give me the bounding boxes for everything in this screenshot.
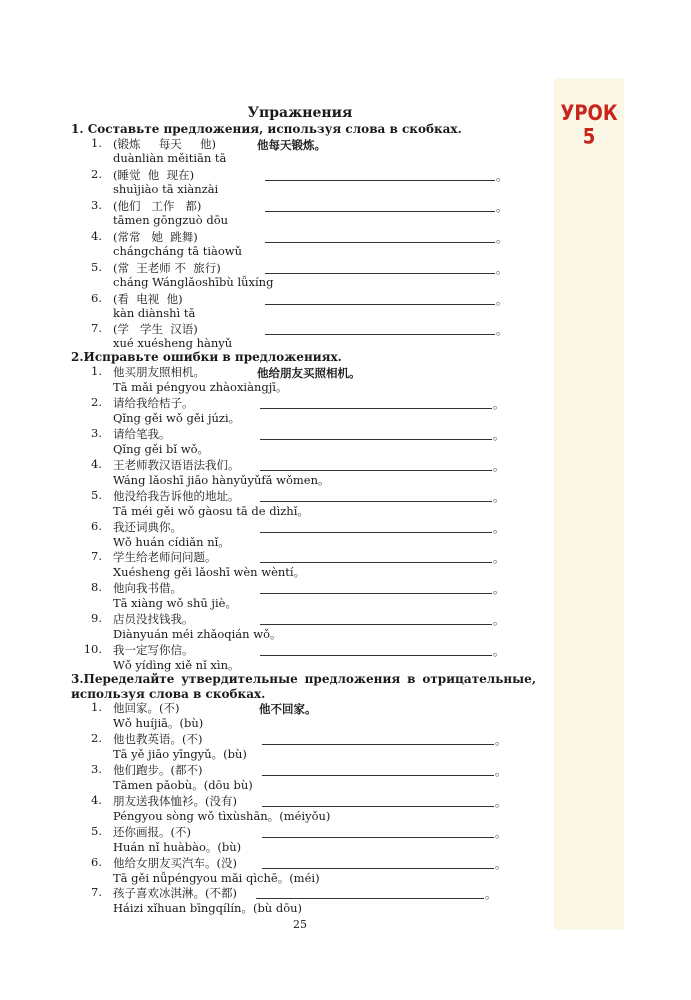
answer-blank-line[interactable] (260, 532, 492, 533)
item-number: 1. (91, 700, 102, 714)
exercise-item (0, 885, 540, 915)
item-number: 3. (91, 762, 102, 776)
item-chinese: 他买朋友照相机。 (113, 365, 205, 379)
item-chinese: 请给我给桔子。 (113, 396, 194, 410)
answer-blank-line[interactable] (265, 304, 495, 305)
exercise-item (0, 426, 540, 456)
item-number: 6. (91, 855, 102, 869)
full-stop-mark: 。 (495, 764, 507, 778)
full-stop-mark: 。 (496, 262, 508, 276)
item-chinese: (睡觉 他 现在) (113, 168, 195, 182)
item-number: 10. (83, 642, 102, 656)
item-number: 8. (91, 580, 102, 594)
item-pinyin: chángcháng tā tiàowǔ (113, 244, 243, 258)
lesson-word: УРОК (560, 101, 618, 126)
full-stop-mark: 。 (495, 795, 507, 809)
item-chinese: (他们 工作 都) (113, 199, 202, 213)
item-number: 5. (91, 260, 102, 274)
full-stop-mark: 。 (493, 613, 505, 627)
item-chinese: 朋友送我体恤衫。(没有) (113, 794, 237, 808)
exercise-item (0, 642, 540, 672)
exercise-item (0, 457, 540, 487)
item-pinyin: Tā xiàng wǒ shū jiè。 (113, 596, 237, 610)
full-stop-mark: 。 (495, 733, 507, 747)
item-chinese: 他向我书借。 (113, 581, 182, 595)
exercise-item (0, 549, 540, 579)
item-chinese: 学生给老师问问题。 (113, 550, 217, 564)
item-pinyin: Xuésheng gěi lǎoshī wèn wèntí。 (113, 565, 306, 579)
item-number: 4. (91, 457, 102, 471)
full-stop-mark: 。 (496, 169, 508, 183)
answer-blank-line[interactable] (260, 562, 492, 563)
item-answer: 他每天锻炼。 (257, 138, 326, 152)
item-pinyin: Háizi xǐhuan bīngqílín。(bù dōu) (113, 901, 303, 915)
answer-blank-line[interactable] (260, 408, 492, 409)
item-pinyin: duànliàn měitiān tā (113, 151, 227, 165)
full-stop-mark: 。 (493, 490, 505, 504)
exercise-item (0, 291, 540, 321)
item-pinyin: xué xuésheng hànyǔ (113, 336, 233, 350)
exercise-item (0, 229, 540, 259)
answer-blank-line[interactable] (260, 593, 492, 594)
item-number: 9. (91, 611, 102, 625)
item-pinyin: Tāmen pǎobù。(dōu bù) (113, 778, 253, 792)
item-chinese: 我一定写你信。 (113, 643, 194, 657)
exercise-item (0, 167, 540, 197)
answer-blank-line[interactable] (265, 334, 495, 335)
item-number: 1. (91, 364, 102, 378)
item-pinyin: Wǒ huíjiā。(bù) (113, 716, 204, 730)
exercise-item (0, 488, 540, 518)
item-number: 4. (91, 793, 102, 807)
answer-blank-line[interactable] (265, 180, 495, 181)
answer-blank-line[interactable] (262, 868, 494, 869)
answer-blank-line[interactable] (265, 211, 495, 212)
item-number: 7. (91, 549, 102, 563)
full-stop-mark: 。 (493, 428, 505, 442)
answer-blank-line[interactable] (262, 837, 494, 838)
answer-blank-line[interactable] (260, 624, 492, 625)
item-pinyin: Qǐng gěi bǐ wǒ。 (113, 442, 209, 456)
exercise-item (0, 321, 540, 351)
exercise-item (0, 260, 540, 290)
item-chinese: 我还词典你。 (113, 520, 182, 534)
section-3-heading-line2: используя слова в скобках. (71, 687, 266, 701)
page-title: Упражнения (247, 105, 353, 121)
exercise-item (0, 198, 540, 228)
full-stop-mark: 。 (493, 397, 505, 411)
section-3-heading (71, 672, 536, 702)
full-stop-mark: 。 (485, 887, 497, 901)
exercise-item (0, 364, 540, 394)
item-number: 7. (91, 321, 102, 335)
full-stop-mark: 。 (493, 459, 505, 473)
full-stop-mark: 。 (495, 826, 507, 840)
answer-blank-line[interactable] (262, 775, 494, 776)
item-pinyin: shuìjiào tā xiànzài (113, 182, 219, 196)
item-pinyin: Wǒ yídìng xiě nǐ xìn。 (113, 658, 240, 672)
item-pinyin: Tā méi gěi wǒ gàosu tā de dìzhǐ。 (113, 504, 309, 518)
item-number: 2. (91, 731, 102, 745)
item-answer: 他不回家。 (259, 702, 317, 716)
item-number: 5. (91, 824, 102, 838)
item-pinyin: Tā yě jiāo yīngyǔ。(bù) (113, 747, 247, 761)
item-pinyin: Tā mǎi péngyou zhàoxiàngjī。 (113, 380, 288, 394)
item-pinyin: Qǐng gěi wǒ gěi júzi。 (113, 411, 241, 425)
answer-blank-line[interactable] (265, 242, 495, 243)
exercise-item (0, 136, 540, 166)
item-chinese: 他给女朋友买汽车。(没) (113, 856, 237, 870)
item-number: 6. (91, 519, 102, 533)
exercise-item (0, 580, 540, 610)
exercise-item (0, 395, 540, 425)
lesson-number: 5 (582, 124, 596, 150)
exercise-item (0, 793, 540, 823)
item-chinese: (常常 她 跳舞) (113, 230, 198, 244)
exercise-item (0, 855, 540, 885)
item-number: 5. (91, 488, 102, 502)
item-pinyin: Diànyuán méi zhǎoqián wǒ。 (113, 627, 282, 641)
item-chinese: 他回家。(不) (113, 701, 180, 715)
item-pinyin: Péngyou sòng wǒ tìxùshān。(méiyǒu) (113, 809, 331, 823)
answer-blank-line[interactable] (260, 501, 492, 502)
full-stop-mark: 。 (496, 231, 508, 245)
answer-blank-line[interactable] (260, 439, 492, 440)
item-chinese: (常 王老师 不 旅行) (113, 261, 221, 275)
full-stop-mark: 。 (496, 293, 508, 307)
exercise-item (0, 611, 540, 641)
item-chinese: 孩子喜欢冰淇淋。(不都) (113, 886, 237, 900)
exercise-item (0, 731, 540, 761)
item-number: 2. (91, 167, 102, 181)
answer-blank-line[interactable] (260, 470, 492, 471)
answer-blank-line[interactable] (262, 744, 494, 745)
item-pinyin: Wǒ huán cídiǎn nǐ。 (113, 535, 230, 549)
item-pinyin: Tā gěi nǚpéngyou mǎi qìchē。(méi) (113, 871, 320, 885)
full-stop-mark: 。 (496, 323, 508, 337)
item-pinyin: Huán nǐ huàbào。(bù) (113, 840, 242, 854)
item-answer: 他给朋友买照相机。 (257, 366, 361, 380)
item-chinese: 请给笔我。 (113, 427, 171, 441)
item-number: 7. (91, 885, 102, 899)
item-chinese: 还你画报。(不) (113, 825, 191, 839)
full-stop-mark: 。 (496, 200, 508, 214)
full-stop-mark: 。 (493, 521, 505, 535)
item-chinese: (看 电视 他) (113, 292, 183, 306)
exercise-item (0, 700, 540, 730)
item-number: 2. (91, 395, 102, 409)
section-2-heading: 2.Исправьте ошибки в предложениях. (71, 350, 342, 364)
item-chinese: 王老师教汉语语法我们。 (113, 458, 240, 472)
full-stop-mark: 。 (495, 857, 507, 871)
answer-blank-line[interactable] (262, 806, 494, 807)
full-stop-mark: 。 (493, 551, 505, 565)
item-chinese: 他也教英语。(不) (113, 732, 203, 746)
lesson-label (554, 102, 624, 149)
full-stop-mark: 。 (493, 644, 505, 658)
item-chinese: 他们跑步。(都不) (113, 763, 203, 777)
item-pinyin: cháng Wánglǎoshībù lǚxíng (113, 275, 274, 289)
item-pinyin: kàn diànshì tā (113, 306, 196, 320)
answer-blank-line[interactable] (260, 655, 492, 656)
lesson-tab (554, 78, 624, 930)
page-number: 25 (293, 918, 307, 931)
item-number: 1. (91, 136, 102, 150)
answer-blank-line[interactable] (265, 273, 495, 274)
section-1-heading: 1. Составьте предложения, используя слова в скобках. (71, 122, 462, 136)
full-stop-mark: 。 (493, 582, 505, 596)
item-chinese: (锻炼 每天 他) (113, 137, 217, 151)
answer-blank-line[interactable] (256, 898, 484, 899)
item-number: 6. (91, 291, 102, 305)
item-chinese: 店员没找钱我。 (113, 612, 194, 626)
item-pinyin: Wáng lǎoshī jiāo hànyǔyǔfǎ wǒmen。 (113, 473, 330, 487)
section-3-heading-line1: 3.Переделайте утвердительные предложения в отрицательные, (71, 672, 536, 686)
exercise-item (0, 824, 540, 854)
item-pinyin: tāmen gōngzuò dōu (113, 213, 229, 227)
item-chinese: (学 学生 汉语) (113, 322, 198, 336)
item-number: 4. (91, 229, 102, 243)
item-chinese: 他没给我告诉他的地址。 (113, 489, 240, 503)
item-number: 3. (91, 426, 102, 440)
exercise-item (0, 762, 540, 792)
item-number: 3. (91, 198, 102, 212)
exercise-item (0, 519, 540, 549)
